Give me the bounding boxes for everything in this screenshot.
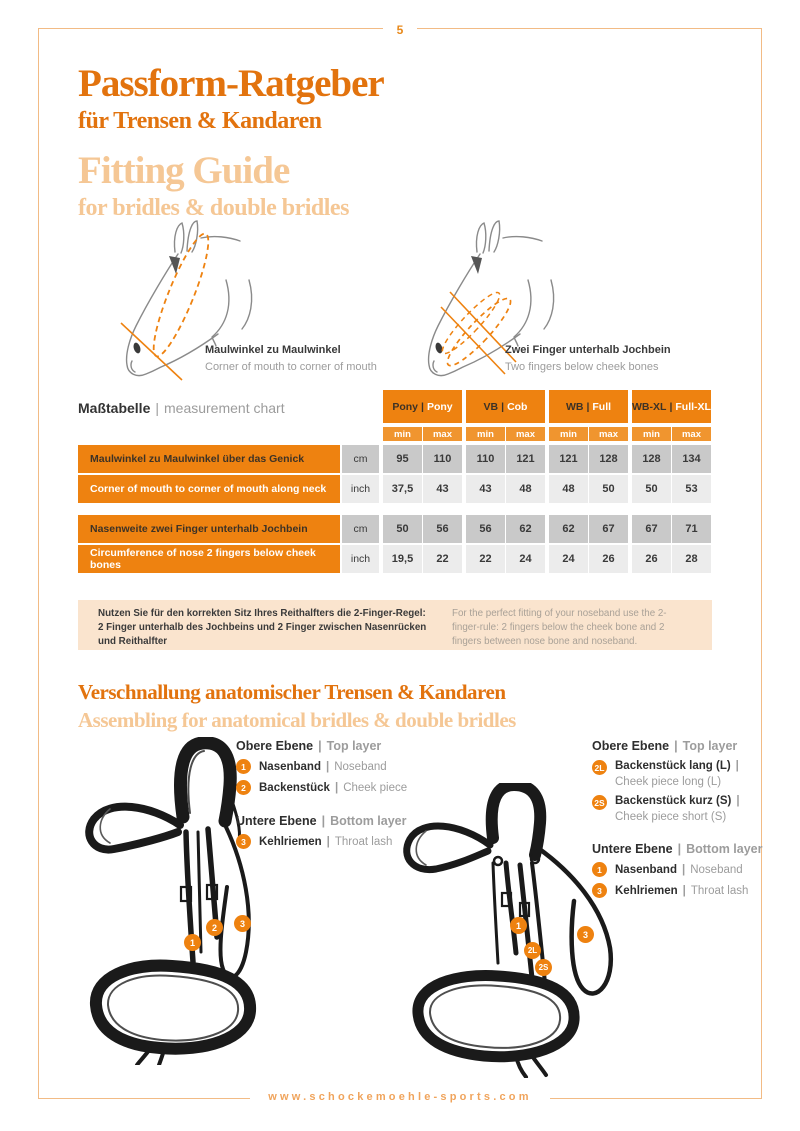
noseband-dashed-line-inner (437, 287, 505, 359)
badge-2l-icon: 2L (592, 760, 607, 775)
badge-1-icon: 1 (236, 759, 251, 774)
legend-item-throatlash-right: 3 Kehlriemen | Throat lash (592, 883, 763, 898)
legend-right (592, 739, 763, 898)
size-col-full: WB | Full (549, 390, 628, 423)
legend-item-cheekpiece-short: 2S Backenstück kurz (S) | Cheek piece short (S) (592, 795, 763, 823)
footer-url-link[interactable]: www.schockemoehle-sports.com (250, 1091, 549, 1103)
badge-3-icon: 3 (236, 834, 251, 849)
legend-item-cheekpiece: 2 Backenstück | Cheek piece (236, 780, 407, 795)
legend-item-noseband: 1 Nasenband | Noseband (236, 759, 407, 774)
legend-item-cheekpiece-long: 2L Backenstück lang (L) | Cheek piece long (L) (592, 760, 763, 788)
badge-throatlash-right: 3 (577, 926, 594, 943)
size-col-pony: Pony | Pony (383, 390, 462, 423)
legend-left-top-header: Obere Ebene | Top layer (236, 739, 382, 753)
table-row-mouth-cm: Maulwinkel zu Maulwinkel über das Genick cm 95 110 110 121 121 128 128 134 (78, 445, 718, 473)
page-title-en: Fitting Guide (78, 148, 290, 192)
table-title: Maßtabelle | measurement chart (78, 400, 285, 416)
legend-item-noseband-right: 1 Nasenband | Noseband (592, 862, 763, 877)
note-text-de: Nutzen Sie für den korrekten Sitz Ihres Reithalfters die 2-Finger-Regel: 2 Finger unterhalb des Jochbeins und 2 Finger zwischen Nasenrücken und Reithalfter (98, 608, 427, 648)
section-heading (78, 680, 516, 733)
size-col-full-xl: WB-XL | Full-XL (632, 390, 711, 423)
badge-3-icon: 3 (592, 883, 607, 898)
badge-cheekpiece-short-right: 2S (535, 959, 552, 976)
note-text-en: For the perfect fitting of your noseband use the 2-finger-rule: 2 fingers below the cheek bone and 2 fingers between nose bone and noseband. (452, 608, 667, 648)
page-header (78, 64, 384, 222)
badge-noseband-left: 1 (184, 934, 201, 951)
badge-cheekpiece-left: 2 (206, 919, 223, 936)
badge-cheekpiece-long-right: 2L (524, 942, 541, 959)
legend-right-top-header: Obere Ebene | Top layer (592, 739, 738, 753)
two-finger-rule-note (78, 600, 712, 650)
legend-right-bottom-header: Untere Ebene | Bottom layer (592, 842, 763, 856)
page-subtitle-en: for bridles & double bridles (78, 194, 349, 221)
section-title-de: Verschnallung anatomischer Trensen & Kandaren (78, 680, 506, 704)
badge-2-icon: 2 (236, 780, 251, 795)
legend-left (236, 739, 407, 849)
section-title-en: Assembling for anatomical bridles & double bridles (78, 708, 516, 732)
badge-throatlash-left: 3 (234, 915, 251, 932)
badge-1-icon: 1 (592, 862, 607, 877)
measurement-table (78, 390, 718, 573)
size-col-cob: VB | Cob (466, 390, 545, 423)
legend-item-throatlash: 3 Kehlriemen | Throat lash (236, 834, 407, 849)
badge-noseband-right: 1 (510, 917, 527, 934)
table-row-mouth-inch: Corner of mouth to corner of mouth along neck inch 37,5 43 43 48 48 50 50 53 (78, 475, 718, 503)
table-row-nose-cm: Nasenweite zwei Finger unterhalb Jochbein cm 50 56 56 62 62 67 67 71 (78, 515, 718, 543)
page-title-de: Passform-Ratgeber (78, 62, 384, 105)
diagram-caption-left: Maulwinkel zu Maulwinkel Corner of mouth to corner of mouth (205, 344, 377, 373)
page-subtitle-de: für Trensen & Kandaren (78, 107, 322, 134)
badge-2s-icon: 2S (592, 795, 607, 810)
table-row-nose-inch: Circumference of nose 2 fingers below cheek bones inch 19,5 22 22 24 24 26 26 28 (78, 545, 718, 573)
page-number: 5 (0, 21, 800, 39)
legend-left-bottom-header: Untere Ebene | Bottom layer (236, 814, 407, 828)
min-max-row: min max min max min max min max (78, 427, 718, 441)
size-header-row (78, 390, 718, 423)
diagram-caption-right: Zwei Finger unterhalb Jochbein Two fingers below cheek bones (505, 344, 671, 373)
mouth-to-mouth-dashed-line (145, 229, 218, 361)
footer (0, 1091, 800, 1103)
